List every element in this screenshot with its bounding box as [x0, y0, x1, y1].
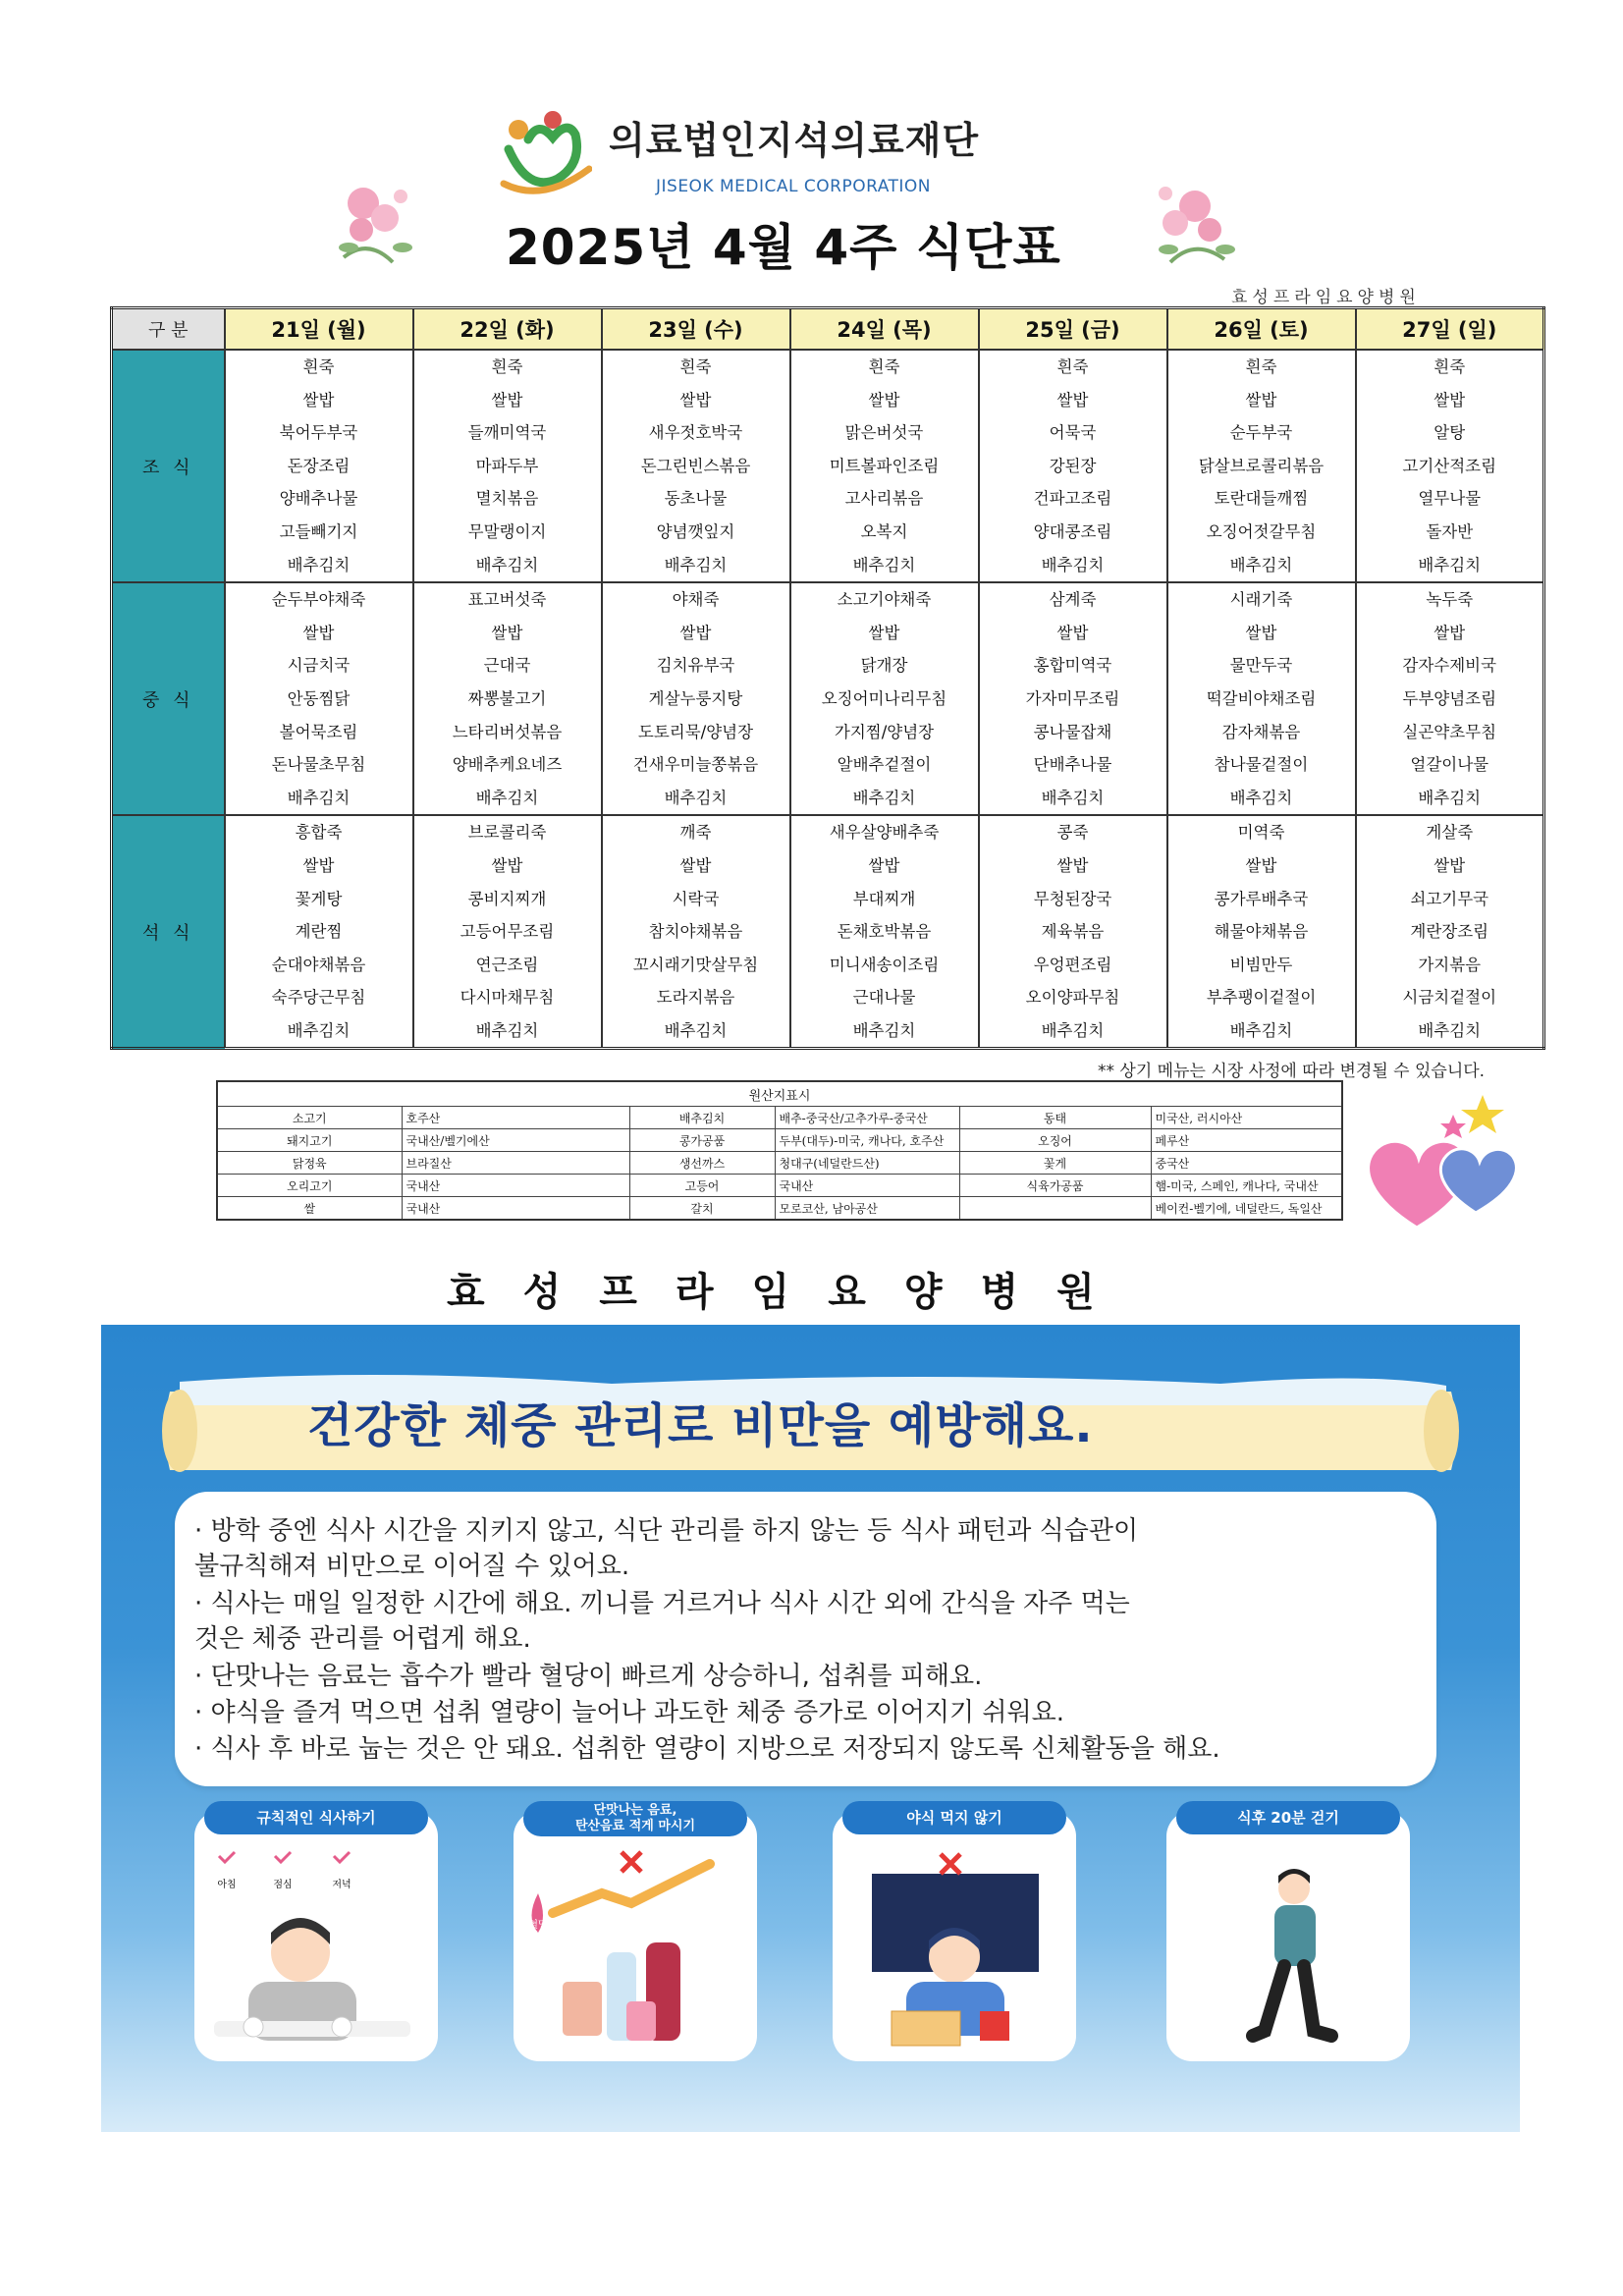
menu-cell	[225, 815, 413, 1049]
origin-country: 국내산/벨기에산	[402, 1129, 629, 1152]
dish-item: 고등어무조림	[460, 922, 555, 942]
origin-country: 중국산	[1151, 1152, 1342, 1175]
walking-person-illustration	[1166, 1834, 1410, 2060]
dish-item: 멸치볶음	[475, 489, 539, 509]
origin-country: 모로코산, 남아공산	[775, 1197, 959, 1221]
dish-item: 계란장조림	[1410, 922, 1489, 942]
dish-item: 흰죽	[679, 357, 712, 376]
dish-item: 새우젓호박국	[648, 423, 743, 443]
dish-item: 쌀밥	[679, 855, 712, 875]
dish-item: 도라지볶음	[656, 988, 735, 1008]
dish-item: 김치유부국	[656, 656, 735, 676]
dish-item: 쌀밥	[491, 390, 523, 410]
card-label: 식후 20분 걷기	[1176, 1801, 1400, 1834]
dish-item: 돈채호박볶음	[837, 922, 932, 942]
dish-item: 배추김치	[287, 788, 351, 807]
dish-item: 녹두죽	[1426, 590, 1474, 610]
dish-item: 쌀밥	[1434, 623, 1466, 642]
dish-item: 배추김치	[475, 788, 539, 807]
menu-cell	[602, 582, 790, 815]
dish-item: 열무나물	[1418, 489, 1482, 509]
origin-item: 닭정육	[217, 1152, 402, 1175]
dish-item: 무청된장국	[1033, 889, 1112, 908]
dish-item: 닭살브로콜리볶음	[1198, 456, 1325, 475]
dish-item: 순두부국	[1229, 423, 1293, 443]
dish-item: 쌀밥	[491, 623, 523, 642]
org-name: 의료법인지석의료재단	[609, 119, 980, 162]
origin-country: 국내산	[402, 1175, 629, 1197]
dish-item: 흰죽	[302, 357, 335, 376]
menu-cell	[790, 815, 979, 1049]
dish-item: 해물야채볶음	[1214, 922, 1309, 942]
menu-cell	[225, 582, 413, 815]
dish-item: 양대콩조림	[1033, 521, 1112, 541]
dish-item: 제육볶음	[1041, 922, 1105, 942]
dish-item: 시락국	[672, 889, 720, 908]
hearts-decoration	[1360, 1090, 1527, 1237]
menu-change-notice: ** 상기 메뉴는 시장 사정에 따라 변경될 수 있습니다.	[1098, 1062, 1486, 1081]
dish-item: 배추김치	[1041, 788, 1105, 807]
meal-label: 중 식	[112, 582, 225, 815]
origin-country: 국내산	[775, 1175, 959, 1197]
menu-cell	[1356, 350, 1544, 582]
dish-item: 양배추나물	[279, 489, 358, 509]
dish-item: 무말랭이지	[467, 521, 547, 541]
origin-item: 오리고기	[217, 1175, 402, 1197]
tip-line: 것은 체중 관리를 어렵게 해요.	[194, 1624, 531, 1654]
dish-item: 쇠고기무국	[1410, 889, 1489, 908]
dish-item: 건파고조림	[1033, 489, 1112, 509]
dish-item: 배추김치	[1229, 555, 1293, 574]
origin-item: 배추김치	[629, 1107, 775, 1129]
dish-item: 안동찜닭	[287, 688, 351, 708]
origin-item: 식육가공품	[959, 1175, 1151, 1197]
hospital-name-large: 효성프라임요양병원	[447, 1270, 1133, 1315]
dish-item: 알배추겉절이	[837, 755, 932, 775]
dish-item: 배추김치	[852, 1020, 916, 1040]
dish-item: 표고버섯죽	[467, 590, 547, 610]
dish-item: 배추김치	[1229, 788, 1293, 807]
dish-item: 흰죽	[1434, 357, 1466, 376]
hospital-name-small: 효성프라임요양병원	[1231, 288, 1421, 307]
dish-item: 가지볶음	[1418, 955, 1482, 974]
dish-item: 어묵국	[1049, 423, 1097, 443]
day-header: 25일 (금)	[979, 308, 1167, 351]
origin-item	[959, 1197, 1151, 1221]
dish-item: 고사리볶음	[844, 489, 924, 509]
dish-item: 소고기야채죽	[837, 590, 932, 610]
origin-table	[216, 1080, 1343, 1221]
meal-row	[112, 815, 1544, 1049]
tip-line: · 식사 후 바로 눕는 것은 안 돼요. 섭취한 열량이 지방으로 저장되지 않도록 신체활동을 해요.	[194, 1734, 1220, 1764]
meal-label: 점심	[273, 1880, 293, 1890]
weekly-menu-table	[110, 306, 1545, 1050]
dish-item: 쌀밥	[1245, 855, 1277, 875]
dish-item: 삼계죽	[1049, 590, 1097, 610]
menu-cell	[979, 815, 1167, 1049]
dish-item: 게살누룽지탕	[648, 688, 743, 708]
card-label	[523, 1801, 747, 1836]
dish-item: 숙주당근무침	[271, 988, 366, 1008]
day-header: 23일 (수)	[602, 308, 790, 351]
dish-item: 오징어젓갈무침	[1206, 521, 1317, 541]
menu-cell	[413, 582, 602, 815]
dish-item: 들깨미역국	[467, 423, 547, 443]
dish-item: 부추팽이겉절이	[1206, 988, 1317, 1008]
dish-item: 쌀밥	[868, 390, 900, 410]
dish-item: 쌀밥	[1245, 390, 1277, 410]
origin-item: 생선까스	[629, 1152, 775, 1175]
origin-row	[217, 1152, 1342, 1175]
dish-item: 얼갈이나물	[1410, 755, 1489, 775]
card-label: 야식 먹지 않기	[842, 1801, 1066, 1834]
origin-item: 갈치	[629, 1197, 775, 1221]
dish-item: 우엉편조림	[1033, 955, 1112, 974]
meal-label: 아침	[217, 1880, 237, 1890]
dish-item: 꽃게탕	[295, 889, 343, 908]
origin-country: 청대구(네덜란드산)	[775, 1152, 959, 1175]
dish-item: 오이양파무침	[1025, 988, 1120, 1008]
day-header: 27일 (일)	[1356, 308, 1544, 351]
meal-label: 석 식	[112, 815, 225, 1049]
dish-item: 감자수제비국	[1402, 656, 1497, 676]
dish-item: 물만두국	[1229, 656, 1293, 676]
tip-line: · 야식을 즐겨 먹으면 섭취 열량이 늘어나 과도한 체중 증가로 이어지기 쉬워요.	[194, 1698, 1065, 1727]
meal-label: 저녁	[332, 1880, 352, 1890]
card-less-sweet-drinks	[514, 1803, 757, 2061]
dish-item: 돈장조림	[287, 456, 351, 475]
dish-item: 쌀밥	[868, 623, 900, 642]
menu-cell	[979, 582, 1167, 815]
dish-item: 돈그린빈스볶음	[640, 456, 751, 475]
dish-item: 배추김치	[664, 555, 728, 574]
menu-cell	[413, 350, 602, 582]
dish-item: 돌자반	[1426, 521, 1474, 541]
origin-country: 배추-중국산/고추가루-중국산	[775, 1107, 959, 1129]
dish-item: 쌀밥	[302, 623, 335, 642]
dish-item: 흰죽	[1056, 357, 1089, 376]
dish-item: 시금치국	[287, 656, 351, 676]
dish-item: 쌀밥	[1434, 390, 1466, 410]
dish-item: 돈나물초무침	[271, 755, 366, 775]
menu-header-row	[112, 308, 1544, 351]
origin-title: 원산지표시	[217, 1081, 1342, 1107]
dish-item: 단배추나물	[1033, 755, 1112, 775]
meal-row	[112, 582, 1544, 815]
dish-item: 부대찌개	[852, 889, 916, 908]
dish-item: 오복지	[860, 521, 908, 541]
dish-item: 연근조림	[475, 955, 539, 974]
card-label-line: 단맛나는 음료,	[593, 1803, 677, 1818]
menu-cell	[1167, 582, 1356, 815]
late-night-snack-illustration	[833, 1834, 1076, 2060]
menu-cell	[1356, 815, 1544, 1049]
dish-item: 계란찜	[295, 922, 343, 942]
foundation-logo	[499, 110, 592, 198]
day-header: 24일 (목)	[790, 308, 979, 351]
tips-box	[175, 1492, 1436, 1786]
dish-item: 야채죽	[672, 590, 720, 610]
menu-cell	[790, 582, 979, 815]
dish-item: 도토리묵/양념장	[637, 722, 754, 741]
dish-item: 흰죽	[1245, 357, 1277, 376]
dish-item: 배추김치	[1041, 1020, 1105, 1040]
origin-item: 동태	[959, 1107, 1151, 1129]
origin-country: 미국산, 러시아산	[1151, 1107, 1342, 1129]
dish-item: 배추김치	[1418, 555, 1482, 574]
dish-item: 비빔만두	[1229, 955, 1293, 974]
dish-item: 토란대들깨찜	[1214, 489, 1309, 509]
origin-country: 브라질산	[402, 1152, 629, 1175]
dish-item: 근대나물	[852, 988, 916, 1008]
sweet-drinks-illustration	[514, 1834, 757, 2060]
day-header: 22일 (화)	[413, 308, 602, 351]
dish-item: 배추김치	[1418, 788, 1482, 807]
dish-item: 배추김치	[1229, 1020, 1293, 1040]
dish-item: 오징어미나리무침	[821, 688, 947, 708]
dish-item: 배추김치	[287, 1020, 351, 1040]
origin-item: 고등어	[629, 1175, 775, 1197]
dish-item: 콩죽	[1056, 823, 1089, 843]
dish-item: 깨죽	[679, 823, 712, 843]
origin-row	[217, 1197, 1342, 1221]
dish-item: 쌀밥	[1056, 623, 1089, 642]
dish-item: 콩가루배추국	[1214, 889, 1309, 908]
dish-item: 양념깻잎지	[656, 521, 735, 541]
dish-item: 순두부야채죽	[271, 590, 366, 610]
menu-cell	[1167, 350, 1356, 582]
dish-item: 쌀밥	[868, 855, 900, 875]
dish-item: 강된장	[1049, 456, 1097, 475]
org-name-english: JISEOK MEDICAL CORPORATION	[656, 177, 932, 196]
menu-cell	[225, 350, 413, 582]
dish-item: 쌀밥	[1434, 855, 1466, 875]
meal-row	[112, 350, 1544, 582]
origin-item: 소고기	[217, 1107, 402, 1129]
origin-item: 오징어	[959, 1129, 1151, 1152]
day-header: 26일 (토)	[1167, 308, 1356, 351]
dish-item: 배추김치	[287, 555, 351, 574]
flower-decoration-left	[324, 169, 432, 277]
dish-item: 마파두부	[475, 456, 539, 475]
banner-text: 건강한 체중 관리로 비만을 예방해요.	[307, 1398, 1094, 1453]
health-poster	[101, 1325, 1520, 2132]
origin-country: 호주산	[402, 1107, 629, 1129]
origin-country: 국내산	[402, 1197, 629, 1221]
dish-item: 브로콜리죽	[467, 823, 547, 843]
tip-line: · 식사는 매일 일정한 시간에 해요. 끼니를 거르거나 식사 시간 외에 간식을 자주 먹는	[194, 1589, 1130, 1618]
day-header: 21일 (월)	[225, 308, 413, 351]
dish-item: 순대야채볶음	[271, 955, 366, 974]
dish-item: 두부양념조림	[1402, 688, 1497, 708]
origin-item: 돼지고기	[217, 1129, 402, 1152]
menu-cell	[1167, 815, 1356, 1049]
origin-country: 두부(대두)-미국, 캐나다, 호주산	[775, 1129, 959, 1152]
menu-cell	[602, 815, 790, 1049]
origin-item: 쌀	[217, 1197, 402, 1221]
dish-item: 배추김치	[475, 555, 539, 574]
dish-item: 미니새송이조림	[829, 955, 940, 974]
tip-line: 불규칙해져 비만으로 이어질 수 있어요.	[194, 1552, 630, 1581]
menu-cell	[602, 350, 790, 582]
dish-item: 북어두부국	[279, 423, 358, 443]
origin-item: 콩가공품	[629, 1129, 775, 1152]
dish-item: 실곤약초무침	[1402, 722, 1497, 741]
origin-item: 꽃게	[959, 1152, 1151, 1175]
dish-item: 쌀밥	[679, 390, 712, 410]
dish-item: 감자채볶음	[1221, 722, 1301, 741]
dish-item: 배추김치	[1418, 1020, 1482, 1040]
dish-item: 쌀밥	[491, 855, 523, 875]
meal-label: 조 식	[112, 350, 225, 582]
flower-decoration-right	[1141, 169, 1249, 277]
dish-item: 쌀밥	[1245, 623, 1277, 642]
dish-item: 흰죽	[491, 357, 523, 376]
dish-item: 배추김치	[852, 555, 916, 574]
dish-item: 닭개장	[860, 656, 908, 676]
dish-item: 쌀밥	[1056, 855, 1089, 875]
dish-item: 참나물겉절이	[1214, 755, 1309, 775]
dish-item: 짜뽕불고기	[467, 688, 547, 708]
origin-row	[217, 1107, 1342, 1129]
dish-item: 참치야채볶음	[648, 922, 743, 942]
card-regular-meals	[194, 1811, 438, 2061]
dish-item: 흰죽	[868, 357, 900, 376]
dish-item: 고들빼기지	[279, 521, 358, 541]
dish-item: 배추김치	[852, 788, 916, 807]
dish-item: 떡갈비야채조림	[1206, 688, 1317, 708]
page-title: 2025년 4월 4주 식단표	[506, 219, 1061, 276]
dish-item: 느타리버섯볶음	[452, 722, 563, 741]
menu-cell	[1356, 582, 1544, 815]
dish-item: 배추김치	[664, 788, 728, 807]
person-eating-illustration	[194, 1834, 438, 2060]
dish-item: 홍합미역국	[1033, 656, 1112, 676]
tip-line: · 방학 중엔 식사 시간을 지키지 않고, 식단 관리를 하지 않는 등 식사 패턴과 식습관이	[194, 1516, 1139, 1546]
dish-item: 다시마채무침	[460, 988, 555, 1008]
dish-item: 양배추케요네즈	[452, 755, 563, 775]
card-no-late-snacks	[833, 1811, 1076, 2061]
origin-country: 햄-미국, 스페인, 캐나다, 국내산	[1151, 1175, 1342, 1197]
dish-item: 가자미무조림	[1025, 688, 1120, 708]
blood-sugar-badge: 혈당	[528, 1920, 548, 1931]
origin-title-row	[217, 1081, 1342, 1107]
dish-item: 미역죽	[1237, 823, 1285, 843]
tip-line: · 단맛나는 음료는 흡수가 빨라 혈당이 빠르게 상승하니, 섭취를 피해요.	[194, 1662, 983, 1691]
dish-item: 쌀밥	[302, 390, 335, 410]
origin-row	[217, 1175, 1342, 1197]
dish-item: 가지찜/양념장	[834, 722, 935, 741]
dish-item: 게살죽	[1426, 823, 1474, 843]
dish-item: 배추김치	[664, 1020, 728, 1040]
menu-cell	[790, 350, 979, 582]
menu-cell	[413, 815, 602, 1049]
dish-item: 맑은버섯국	[844, 423, 924, 443]
dish-item: 쌀밥	[302, 855, 335, 875]
card-label-line: 탄산음료 적게 마시기	[574, 1819, 696, 1833]
dish-item: 쌀밥	[1056, 390, 1089, 410]
dish-item: 콩비지찌개	[467, 889, 547, 908]
dish-item: 배추김치	[1041, 555, 1105, 574]
origin-country: 베이컨-벨기에, 네덜란드, 독일산	[1151, 1197, 1342, 1221]
dish-item: 동초나물	[664, 489, 728, 509]
dish-item: 근대국	[483, 656, 531, 676]
origin-country: 페루산	[1151, 1129, 1342, 1152]
dish-item: 쌀밥	[679, 623, 712, 642]
dish-item: 시금치겉절이	[1402, 988, 1497, 1008]
dish-item: 알탕	[1434, 423, 1466, 443]
dish-item: 흥합죽	[295, 823, 343, 843]
origin-row	[217, 1129, 1342, 1152]
dish-item: 미트볼파인조림	[829, 456, 940, 475]
menu-cell	[979, 350, 1167, 582]
dish-item: 볼어묵조림	[279, 722, 358, 741]
card-walk-after-meal	[1166, 1811, 1410, 2061]
dish-item: 꼬시래기맛살무침	[632, 955, 759, 974]
card-label: 규칙적인 식사하기	[204, 1801, 428, 1834]
dish-item: 배추김치	[475, 1020, 539, 1040]
dish-item: 건새우미늘쫑볶음	[632, 755, 759, 775]
dish-item: 시래기죽	[1229, 590, 1293, 610]
dish-item: 새우살양배추죽	[829, 823, 940, 843]
dish-item: 고기산적조림	[1402, 456, 1497, 475]
dish-item: 콩나물잡채	[1033, 722, 1112, 741]
category-header: 구 분	[112, 308, 225, 351]
